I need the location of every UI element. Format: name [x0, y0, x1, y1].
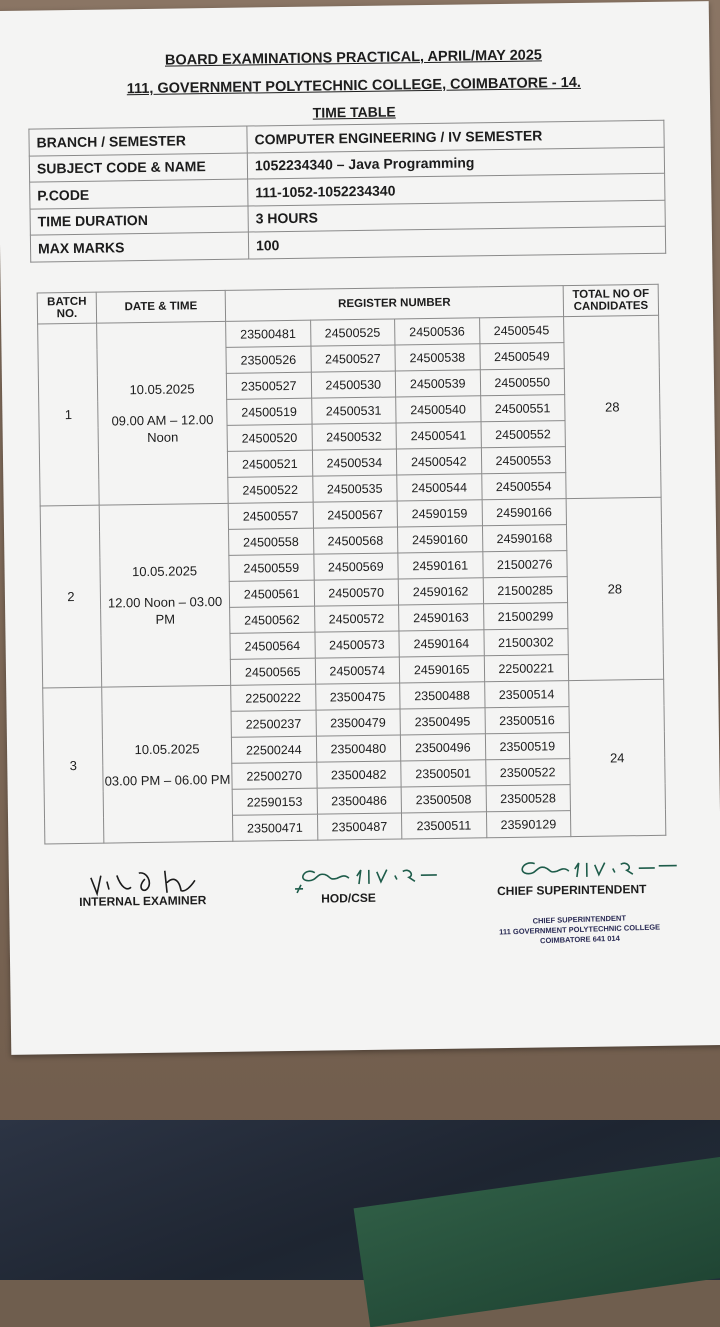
- internal-examiner-label: INTERNAL EXAMINER: [79, 893, 207, 909]
- register-number-cell: 22590153: [232, 788, 317, 815]
- register-number-cell: 24590159: [397, 500, 482, 527]
- register-number-cell: 24500542: [396, 448, 481, 475]
- batch-date-time: [97, 321, 229, 505]
- register-number-cell: 23500487: [317, 813, 402, 840]
- info-value: 3 HOURS: [248, 200, 665, 232]
- batch-date-time: [99, 503, 231, 687]
- batch-total-candidates: 24: [569, 679, 666, 836]
- register-number-cell: 24500519: [227, 398, 312, 425]
- register-number-cell: 24500553: [481, 447, 566, 474]
- register-number-cell: 23500475: [315, 683, 400, 710]
- register-number-cell: 23500516: [485, 707, 570, 734]
- exam-info-table: [28, 120, 666, 262]
- register-number-cell: 24500535: [312, 475, 397, 502]
- register-number-cell: 23500527: [226, 372, 311, 399]
- register-number-cell: 23500481: [226, 320, 311, 347]
- register-number-cell: 23500496: [400, 734, 485, 761]
- info-value: COMPUTER ENGINEERING / IV SEMESTER: [247, 120, 664, 152]
- info-label: MAX MARKS: [30, 232, 248, 262]
- header-date-time: DATE & TIME: [96, 290, 225, 323]
- register-number-cell: 24500522: [228, 476, 313, 503]
- register-number-cell: 22500237: [231, 710, 316, 737]
- college-name: 111, GOVERNMENT POLYTECHNIC COLLEGE, COIMBATORE - 14.: [126, 74, 581, 98]
- header-total-candidates: TOTAL NO OF CANDIDATES: [563, 284, 658, 316]
- register-number-cell: 24500568: [313, 527, 398, 554]
- batch-date-time: [102, 685, 233, 843]
- info-label: BRANCH / SEMESTER: [29, 126, 247, 156]
- register-number-cell: 24500558: [229, 528, 314, 555]
- register-number-cell: 24500569: [313, 553, 398, 580]
- exam-title: BOARD EXAMINATIONS PRACTICAL, APRIL/MAY 2025: [164, 47, 543, 69]
- register-number-cell: 24500551: [480, 395, 565, 422]
- register-number-cell: 23500482: [316, 761, 401, 788]
- register-number-cell: 24500538: [395, 344, 480, 371]
- register-number-cell: 24500574: [315, 657, 400, 684]
- register-number-cell: 23500480: [316, 735, 401, 762]
- register-number-cell: 24500539: [395, 370, 480, 397]
- register-number-cell: 24500559: [229, 554, 314, 581]
- register-number-cell: 21500302: [483, 629, 568, 656]
- register-number-cell: 24590160: [397, 526, 482, 553]
- register-number-cell: 23500471: [232, 814, 317, 841]
- stamp-line-3: COIMBATORE 641 014: [539, 933, 620, 946]
- batch-total-candidates: 28: [566, 497, 664, 680]
- batch-total-candidates: 28: [564, 315, 662, 498]
- register-number-cell: 24500549: [479, 343, 564, 370]
- info-value: 1052234340 – Java Programming: [247, 147, 664, 179]
- register-number-cell: 24500540: [396, 396, 481, 423]
- register-number-cell: 24500572: [314, 605, 399, 632]
- register-number-cell: 24590164: [399, 630, 484, 657]
- info-value: 111-1052-1052234340: [248, 173, 665, 205]
- register-number-cell: 23500519: [485, 733, 570, 760]
- register-number-cell: 23500479: [316, 709, 401, 736]
- batch-table: [37, 284, 667, 845]
- stamp-line-1: CHIEF SUPERINTENDENT: [532, 913, 627, 926]
- info-label: TIME DURATION: [30, 206, 248, 236]
- register-number-cell: 24500557: [228, 502, 313, 529]
- register-number-cell: 23500495: [400, 708, 485, 735]
- register-number-cell: 22500244: [231, 736, 316, 763]
- register-number-cell: 24500562: [230, 606, 315, 633]
- hod-label: HOD/CSE: [321, 890, 376, 906]
- batch-date: 10.05.2025: [134, 740, 200, 757]
- register-number-cell: 23500528: [486, 785, 571, 812]
- register-number-cell: 23500522: [485, 759, 570, 786]
- register-number-cell: 24590162: [398, 578, 483, 605]
- register-number-cell: 24590163: [399, 604, 484, 631]
- register-number-cell: 23500526: [226, 346, 311, 373]
- batch-date: 10.05.2025: [131, 563, 198, 580]
- register-number-cell: 24500550: [480, 369, 565, 396]
- register-number-cell: 24500525: [310, 319, 395, 346]
- register-number-cell: 24590161: [398, 552, 483, 579]
- register-number-cell: 23500511: [401, 812, 486, 839]
- batch-date: 10.05.2025: [129, 381, 195, 398]
- register-number-cell: 24500541: [396, 422, 481, 449]
- batch-time: 09.00 AM – 12.00 Noon: [111, 412, 214, 445]
- info-label: P.CODE: [30, 179, 248, 209]
- register-number-cell: 24500521: [227, 450, 312, 477]
- register-number-cell: 24500531: [311, 397, 396, 424]
- register-number-cell: 22500221: [484, 655, 569, 682]
- register-number-cell: 24500554: [481, 473, 566, 500]
- register-number-cell: 24500565: [230, 658, 315, 685]
- register-number-cell: 24500544: [397, 474, 482, 501]
- register-number-cell: 23500488: [400, 682, 485, 709]
- batch-number: 1: [38, 323, 100, 506]
- register-number-cell: 24500527: [310, 345, 395, 372]
- register-number-cell: 24500567: [313, 501, 398, 528]
- register-number-cell: 24500532: [312, 423, 397, 450]
- register-number-cell: 24500573: [314, 631, 399, 658]
- register-number-cell: 24500536: [395, 318, 480, 345]
- chief-superintendent-label: CHIEF SUPERINTENDENT: [496, 882, 647, 899]
- register-number-cell: 23590129: [486, 811, 571, 838]
- register-number-cell: 24500530: [311, 371, 396, 398]
- register-number-cell: 23500514: [484, 681, 569, 708]
- batch-number: 2: [40, 505, 102, 688]
- register-number-cell: 24590165: [399, 656, 484, 683]
- batch-time: 12.00 Noon – 03.00 PM: [107, 593, 223, 627]
- register-number-cell: 24500534: [312, 449, 397, 476]
- register-number-cell: 23500508: [401, 786, 486, 813]
- header-register-number: REGISTER NUMBER: [225, 286, 563, 322]
- register-number-cell: 24590168: [482, 525, 567, 552]
- official-stamp: [489, 912, 670, 948]
- stamp-line-2: 111 GOVERNMENT POLYTECHNIC COLLEGE: [499, 922, 661, 937]
- info-value: 100: [248, 226, 665, 258]
- register-number-cell: 24500570: [314, 579, 399, 606]
- timetable-sheet: [0, 1, 720, 1055]
- document-heading: TIME TABLE: [312, 103, 396, 121]
- batch-number: 3: [43, 687, 104, 844]
- register-number-cell: 24500552: [481, 421, 566, 448]
- register-number-cell: 22500270: [232, 762, 317, 789]
- header-batch-no: BATCH NO.: [37, 292, 96, 324]
- register-number-cell: 21500276: [482, 551, 567, 578]
- register-number-cell: 21500285: [483, 577, 568, 604]
- register-number-cell: 24500564: [230, 632, 315, 659]
- register-number-cell: 24590166: [482, 499, 567, 526]
- register-number-cell: 24500545: [479, 317, 564, 344]
- register-number-cell: 23500501: [401, 760, 486, 787]
- register-number-cell: 22500222: [231, 684, 316, 711]
- batch-time: 03.00 PM – 06.00 PM: [104, 771, 231, 789]
- register-number-cell: 24500561: [229, 580, 314, 607]
- register-number-cell: 23500486: [317, 787, 402, 814]
- register-number-cell: 24500520: [227, 424, 312, 451]
- register-number-cell: 21500299: [483, 603, 568, 630]
- info-label: SUBJECT CODE & NAME: [29, 153, 247, 183]
